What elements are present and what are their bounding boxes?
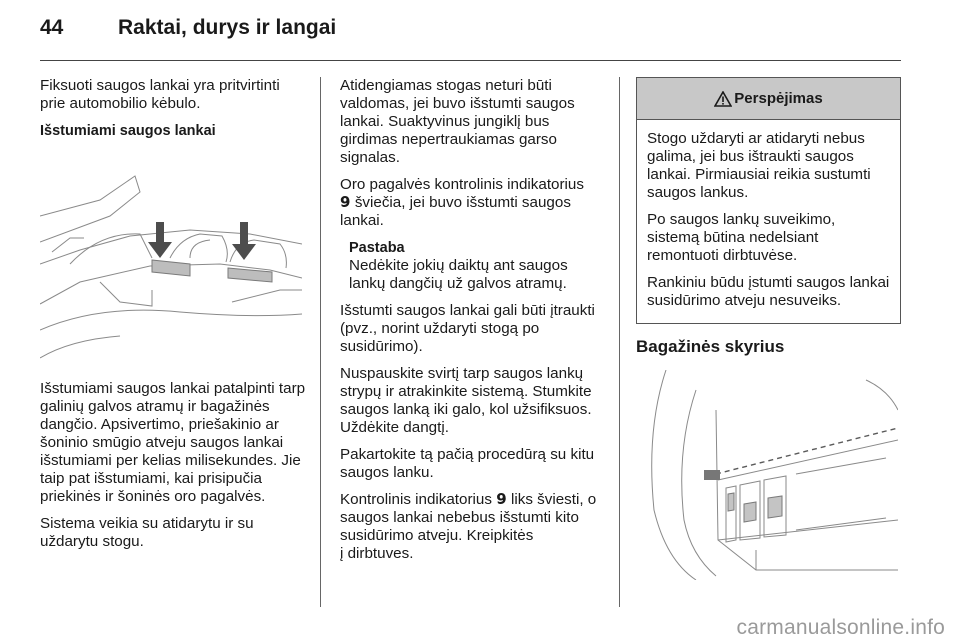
column-middle (340, 77, 606, 572)
column-divider-right (619, 77, 620, 607)
warning-paragraph-1: Stogo uždaryti ar atidaryti nebus galima, jei bus ištraukti saugos lankai. Pirmiausiai reikia sustumti saugos lankus. (647, 130, 871, 201)
warning-triangle-icon (714, 91, 732, 107)
intro-paragraph: Fiksuoti saugos lankai yra pritvirtinti prie automobilio kėbulo. (40, 77, 280, 112)
roof-operation-paragraph: Atidengiamas stogas neturi būti valdomas, jei buvo išstumti saugos lankai. Suaktyvinus jungiklį bus girdimas nepertraukiamas garso signalas. (340, 77, 575, 166)
system-roof-note: Sistema veikia su atidarytu ir su uždarytu stogu. (40, 515, 254, 550)
column-right (636, 77, 901, 580)
rollover-bars-illustration (40, 154, 302, 362)
note-title: Pastaba (349, 240, 405, 256)
repeat-procedure-paragraph: Pakartokite tą pačią procedūrą su kitu saugos lanku. (340, 446, 595, 481)
retract-bars-paragraph: Išstumti saugos lankai gali būti įtraukti (pvz., norint uždaryti stogą po susidūrimo). (340, 302, 595, 355)
warning-paragraph-2: Po saugos lankų suveikimo, sistemą būtina nedelsiant remontuoti dirbtuvėse. (647, 211, 836, 264)
trunk-illustration (636, 370, 898, 580)
note-block (340, 239, 606, 293)
column-left (40, 77, 306, 560)
warning-header (637, 78, 900, 120)
indicator-stays-on-paragraph: Kontrolinis indikatorius 𝟵 liks šviesti, o saugos lankai nebebus išstumti kito susidūrimo atveju. Kreipkitės į dirbtuves. (340, 491, 597, 562)
airbag-indicator-text-cont: šviečia, jei buvo išstumti saugos lankai. (340, 194, 571, 229)
warning-box (636, 77, 901, 324)
trunk-section-heading: Bagažinės skyrius (636, 337, 785, 356)
column-divider-left (320, 77, 321, 607)
airbag-indicator-icon: 𝟵 (496, 491, 507, 508)
rollover-bars-description: Išstumiami saugos lankai patalpinti tarp galinių galvos atramų ir bagažinės dangčio. Apsivertimo, priešakinio ar šoninio smūgio atveju saugos lankai išstumiami per kelias milisekundes. Jie taip pat išstumiami, kai prisipučia priekinės ir šoninės oro pagalvės. (40, 380, 306, 505)
page-number: 44 (40, 16, 64, 39)
airbag-indicator-text: Oro pagalvės kontrolinis indikatorius (340, 176, 584, 193)
unlock-lever-paragraph: Nuspauskite svirtį tarp saugos lankų strypų ir atrakinkite sistemą. Stumkite saugos lanką iki galo, kol užsifiksuos. Uždėkite dangtį. (340, 365, 592, 436)
warning-body (637, 120, 900, 323)
warning-title: Perspėjimas (734, 89, 823, 107)
note-text: Nedėkite jokių daiktų ant saugos lankų dangčių už galvos atramų. (349, 257, 568, 292)
section-title: Raktai, durys ir langai (118, 16, 337, 39)
airbag-indicator-icon: 𝟵 (340, 194, 351, 211)
rollover-bars-subheading: Išstumiami saugos lankai (40, 123, 216, 139)
watermark: carmanualsonline.info (736, 616, 945, 639)
header-divider (40, 60, 901, 61)
airbag-indicator-paragraph (340, 176, 606, 230)
warning-paragraph-3: Rankiniu būdu įstumti saugos lankai susidūrimo atveju nesuveiks. (647, 274, 890, 309)
